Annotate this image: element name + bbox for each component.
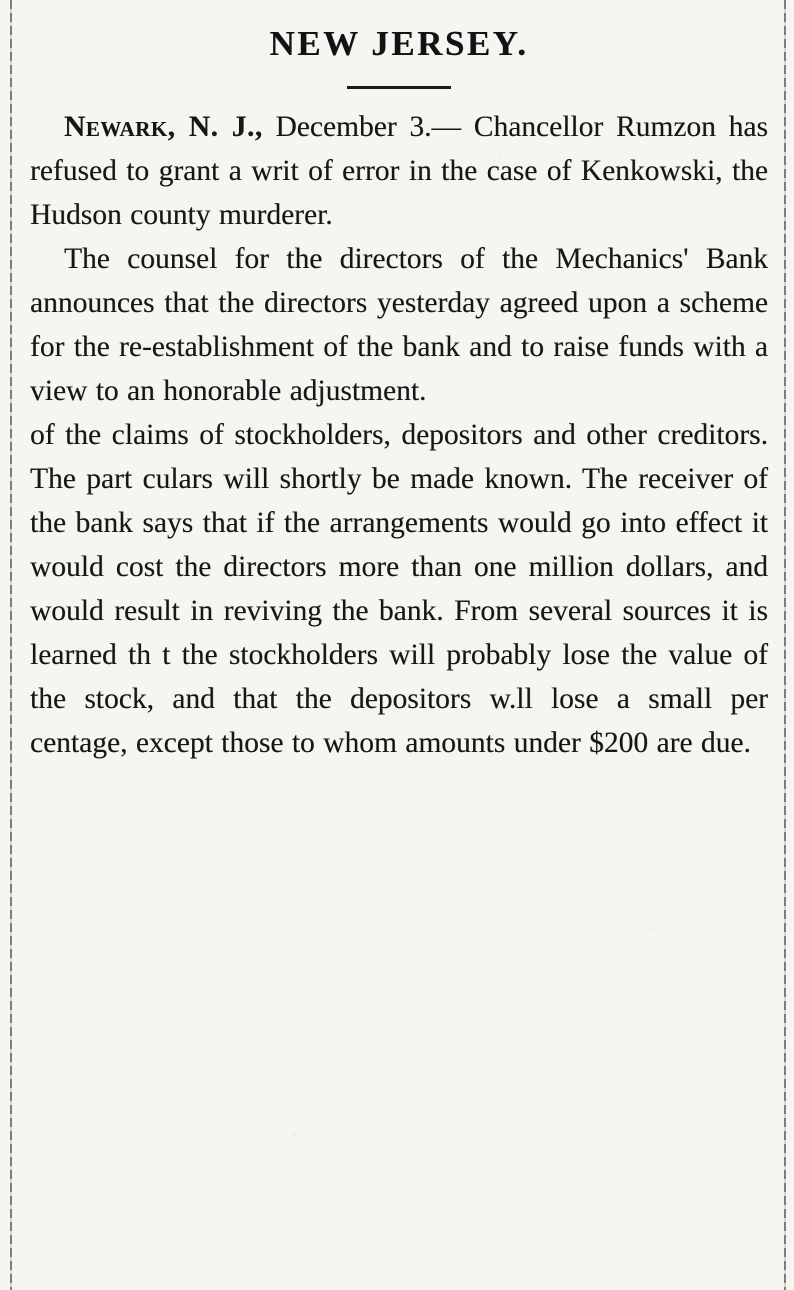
article-column <box>30 0 768 1290</box>
horizontal-rule-icon <box>347 86 451 89</box>
dateline-date: December 3.— <box>275 111 462 143</box>
bank-paragraph: The counsel for the directors of the Mechanics' Bank announces that the directors yesterday agreed upon a scheme for the re-establishment of the bank and to raise funds with a view to an honorable adjustment. <box>30 243 768 407</box>
claims-paragraph: of the claims of stockholders, depositors and other creditors. The part culars will shortly be made known. The receiver of the bank says that if the arrangements would go into effect it would cost the directors more than one million dollars, and would result in reviving the bank. From several sources it is learned th t the stockholders will probably lose the value of the stock, and that the depositors w.ll lose a small per centage, except those to whom amounts under $200 are due. <box>30 419 768 759</box>
dateline-paragraph <box>30 105 768 237</box>
page-title: NEW JERSEY. <box>269 24 529 63</box>
column-rule-left <box>10 0 12 1290</box>
headline-divider <box>30 86 768 89</box>
dateline-location: Newark, N. J., <box>64 111 263 143</box>
dateline-body: Chancellor Rumzon has refused to grant a writ of error in the case of Kenkowski, the Hudson county murderer. <box>30 111 768 231</box>
column-rule-right <box>784 0 786 1290</box>
